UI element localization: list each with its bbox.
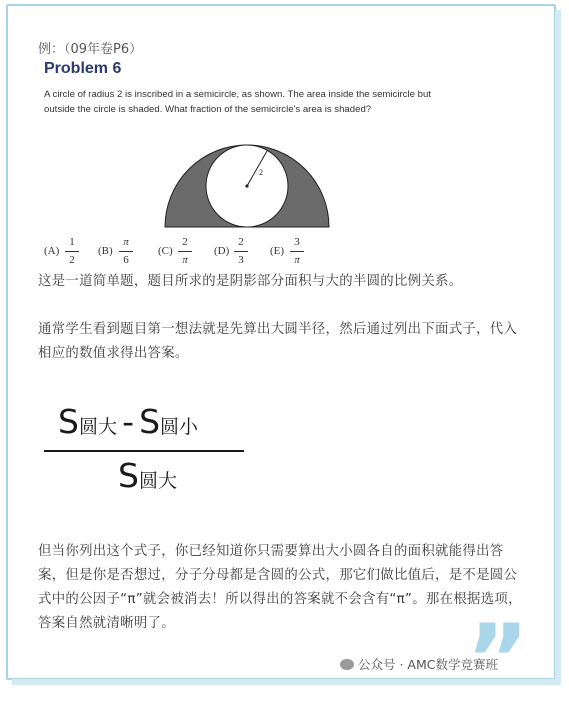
fraction-bar — [44, 450, 244, 452]
choice-letter: (D) — [214, 245, 230, 257]
problem-text: A circle of radius 2 is inscribed in a semicircle, as shown. The area inside the semicircle but outside the circle is shaded. What fraction of the semicircle's area is shaded? — [44, 89, 431, 115]
choice-fraction: 3 π — [290, 236, 304, 267]
paragraph-explanation: 但当你列出这个式子，你已经知道你只需要算出大小圆各自的面积就能得出答案，但是你是否想过，分子分母都是含圆的公式，那它们做比值后，是不是圆公式中的公因子“π”就会被消去！所以得出的答案就不会含有“π”。那在根据选项，答案自然就清晰明了。 — [38, 544, 522, 631]
paragraph-intro: 这是一道简单题，题目所求的是阴影部分面积与大的半圆的比例关系。 — [38, 274, 463, 289]
choice-fraction: π 6 — [119, 236, 133, 267]
center-dot — [245, 184, 248, 187]
example-label: 例：（09年卷P6） — [38, 42, 143, 57]
answer-choices — [44, 236, 344, 268]
semicircle-figure — [164, 143, 330, 229]
formula-numerator: S圆大 - S圆小 — [58, 402, 199, 441]
formula-denominator: S圆大 — [118, 456, 177, 495]
choice-letter: (C) — [158, 245, 173, 257]
watermark: 公众号 · AMC数学竞赛班 — [340, 655, 498, 673]
choice-fraction: 2 3 — [234, 236, 248, 267]
choice-fraction: 1 2 — [65, 236, 79, 267]
choice-letter: (A) — [44, 245, 60, 257]
choice-letter: (E) — [270, 245, 285, 257]
choice-letter: (B) — [98, 245, 113, 257]
radius-label: 2 — [259, 168, 263, 177]
ratio-formula — [44, 400, 244, 504]
choice-fraction: 2 π — [178, 236, 192, 267]
paragraph-approach: 通常学生看到题目第一想法就是先算出大圆半径，然后通过列出下面式子，代入相应的数值求得出答案。 — [38, 322, 518, 361]
closing-quote-icon: ” — [466, 604, 516, 716]
card-shadow-right — [555, 10, 561, 680]
problem-title: Problem 6 — [44, 60, 122, 77]
wechat-icon — [340, 659, 354, 670]
